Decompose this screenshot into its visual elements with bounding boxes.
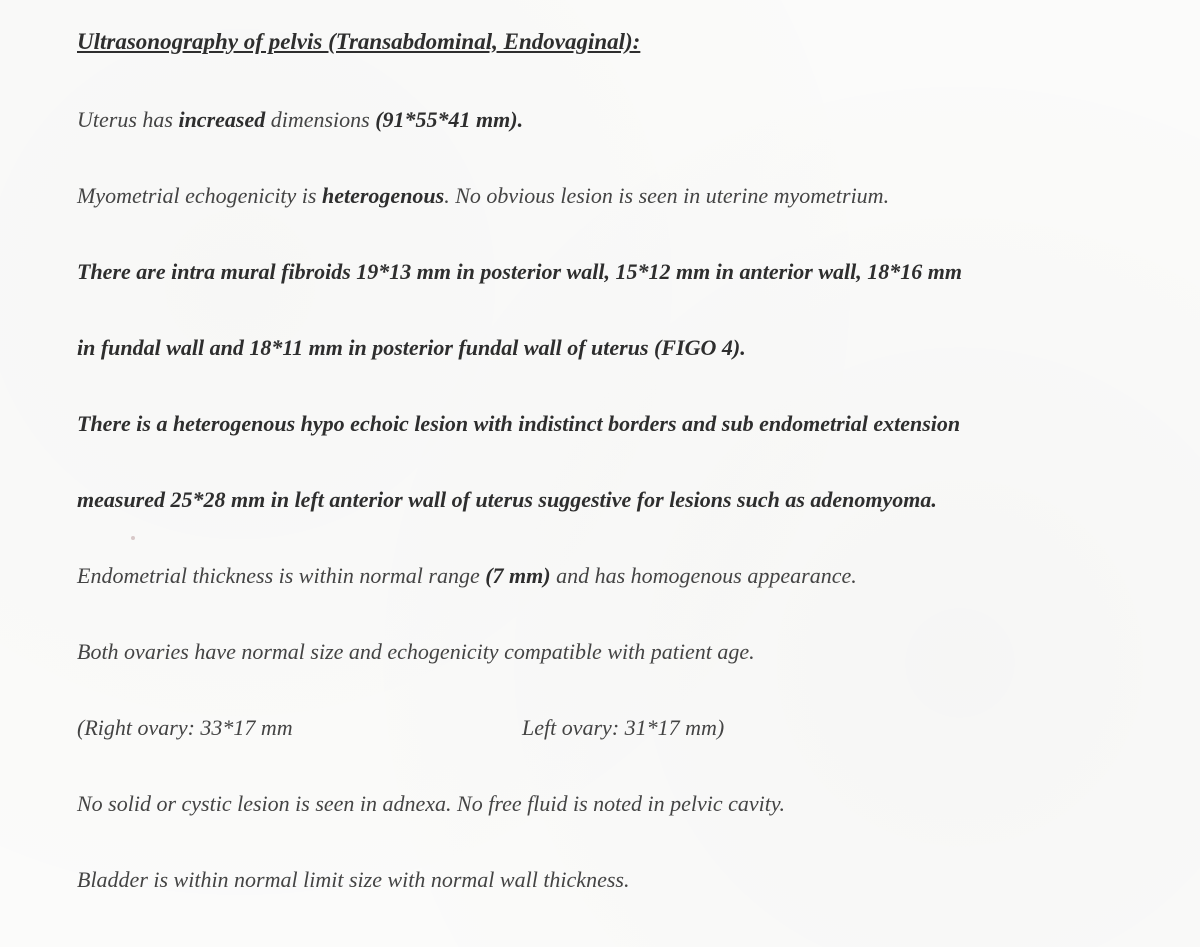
uterus-text-mid: dimensions xyxy=(265,107,376,132)
adnexa-finding: No solid or cystic lesion is seen in adnexa. No free fluid is noted in pelvic cavity. xyxy=(77,791,785,816)
uterus-finding xyxy=(77,107,523,133)
myometrium-heterogenous: heterogenous xyxy=(321,183,445,208)
right-ovary-measurement: (Right ovary: 33*17 mm xyxy=(77,715,293,740)
uterus-increased: increased xyxy=(178,107,266,132)
endometrium-thickness: (7 mm) xyxy=(485,563,551,588)
endometrium-text-post: and has homogenous appearance. xyxy=(550,563,857,588)
myometrium-text-post: . No obvious lesion is seen in uterine myometrium. xyxy=(444,183,890,208)
left-ovary-measurement: Left ovary: 31*17 mm) xyxy=(522,715,725,740)
fibroids-line-1: There are intra mural fibroids 19*13 mm in posterior wall, 15*12 mm in anterior wall, 18*16 mm xyxy=(77,259,962,284)
myometrium-finding xyxy=(77,183,889,209)
uterus-text-pre: Uterus has xyxy=(77,107,179,132)
myometrium-text-pre: Myometrial echogenicity is xyxy=(77,183,322,208)
ovaries-summary: Both ovaries have normal size and echogenicity compatible with patient age. xyxy=(77,639,755,664)
lesion-line-2: measured 25*28 mm in left anterior wall of uterus suggestive for lesions such as adenomyoma. xyxy=(77,487,937,512)
lesion-line-1: There is a heterogenous hypo echoic lesion with indistinct borders and sub endometrial extension xyxy=(77,411,961,436)
endometrium-text-pre: Endometrial thickness is within normal range xyxy=(77,563,486,588)
endometrium-finding xyxy=(77,563,857,589)
bladder-finding: Bladder is within normal limit size with normal wall thickness. xyxy=(77,867,630,892)
fibroids-line-2: in fundal wall and 18*11 mm in posterior fundal wall of uterus (FIGO 4). xyxy=(77,335,746,360)
report-title: Ultrasonography of pelvis (Transabdominal, Endovaginal): xyxy=(77,29,641,54)
paper-speck xyxy=(131,536,135,540)
uterus-dimensions: (91*55*41 mm). xyxy=(375,107,524,132)
